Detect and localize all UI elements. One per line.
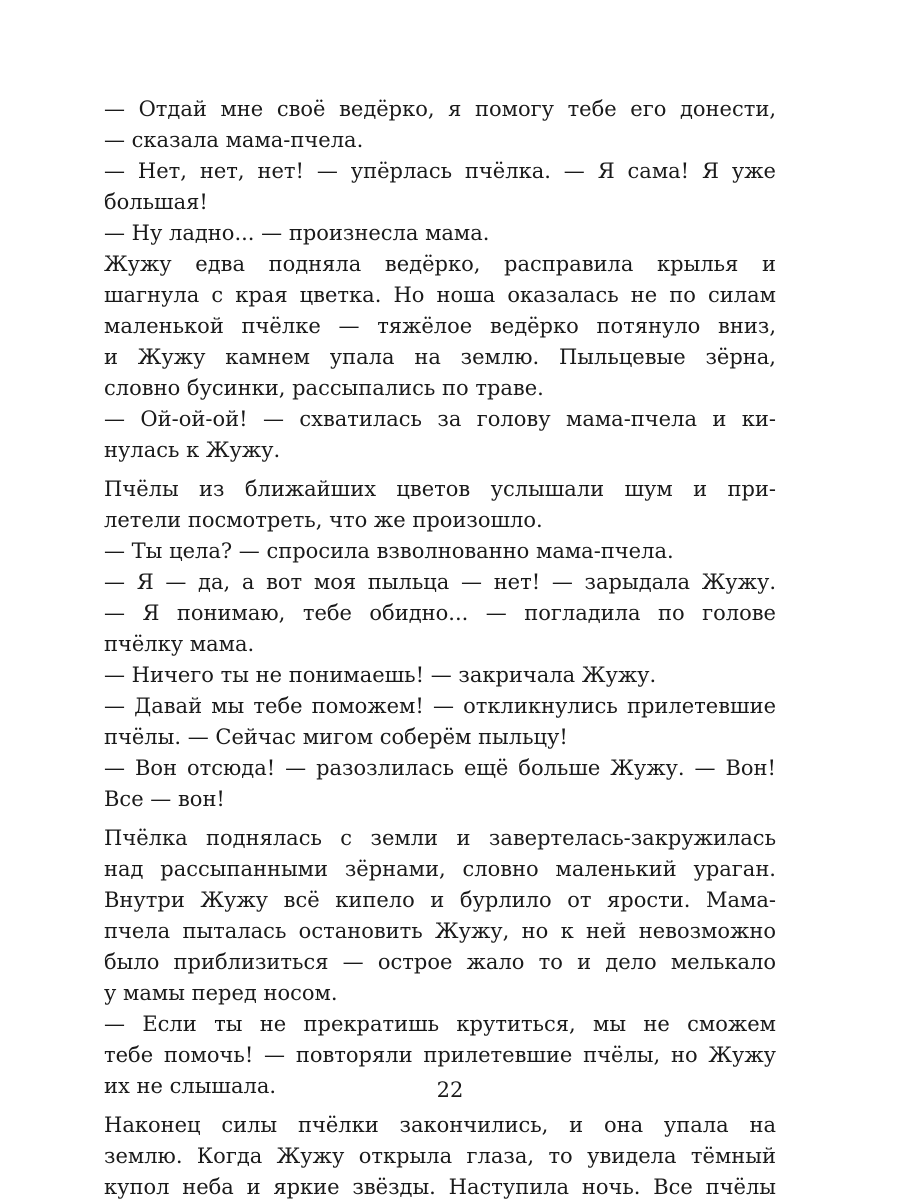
text-line: тебе помочь! — повторяли прилетевшие пчёлы, но Жужу bbox=[104, 1043, 776, 1067]
text-line: шагнула с края цветка. Но ноша оказалась не по силам bbox=[104, 283, 776, 307]
text-line: словно бусинки, рассыпались по траве. bbox=[104, 376, 544, 400]
text-line: — Ты цела? — спросила взволнованно мама-пчела. bbox=[104, 539, 674, 563]
text-line: — Отдай мне своё ведёрко, я помогу тебе его донести, bbox=[104, 97, 776, 121]
text-line: Пчёлы из ближайших цветов услышали шум и при- bbox=[104, 477, 776, 501]
text-line: купол неба и яркие звёзды. Наступила ночь. Все пчёлы bbox=[104, 1175, 776, 1199]
text-line: маленькой пчёлке — тяжёлое ведёрко потянуло вниз, bbox=[104, 314, 776, 338]
text-line: — сказала мама-пчела. bbox=[104, 128, 364, 152]
text-line: у мамы перед носом. bbox=[104, 981, 338, 1005]
text-line: — Я понимаю, тебе обидно... — погладила по голове bbox=[104, 601, 776, 625]
text-line: нулась к Жужу. bbox=[104, 438, 281, 462]
text-line: Жужу едва подняла ведёрко, расправила крылья и bbox=[104, 252, 776, 276]
text-line: над рассыпанными зёрнами, словно маленький ураган. bbox=[104, 857, 776, 881]
text-line: — Ну ладно... — произнесла мама. bbox=[104, 221, 490, 245]
text-line: летели посмотреть, что же произошло. bbox=[104, 508, 543, 532]
text-line: Все — вон! bbox=[104, 787, 225, 811]
text-line: — Ой-ой-ой! — схватилась за голову мама-пчела и ки- bbox=[104, 407, 776, 431]
text-line: Внутри Жужу всё кипело и бурлило от ярости. Мама- bbox=[104, 888, 776, 912]
text-line: пчёлку мама. bbox=[104, 632, 255, 656]
text-line: — Если ты не прекратишь крутиться, мы не сможем bbox=[104, 1012, 776, 1036]
text-line: было приблизиться — острое жало то и дело мелькало bbox=[104, 950, 776, 974]
text-line: и Жужу камнем упала на землю. Пыльцевые зёрна, bbox=[104, 345, 776, 369]
text-line: Наконец силы пчёлки закончились, и она упала на bbox=[104, 1113, 776, 1137]
text-line: большая! bbox=[104, 190, 208, 214]
text-line: пчела пыталась остановить Жужу, но к ней невозможно bbox=[104, 919, 776, 943]
text-line: — Ничего ты не понимаешь! — закричала Жужу. bbox=[104, 663, 657, 687]
text-line: Пчёлка поднялась с земли и завертелась-закружилась bbox=[104, 826, 776, 850]
text-line: — Вон отсюда! — разозлилась ещё больше Жужу. — Вон! bbox=[104, 756, 776, 780]
text-line: — Нет, нет, нет! — упёрлась пчёлка. — Я сама! Я уже bbox=[104, 159, 776, 183]
text-line: землю. Когда Жужу открыла глаза, то увидела тёмный bbox=[104, 1144, 776, 1168]
body-text bbox=[104, 94, 776, 1203]
text-line: пчёлы. — Сейчас мигом соберём пыльцу! bbox=[104, 725, 568, 749]
text-line: их не слышала. bbox=[104, 1074, 277, 1098]
text-line: — Давай мы тебе поможем! — откликнулись прилетевшие bbox=[104, 694, 776, 718]
text-line: — Я — да, а вот моя пыльца — нет! — зарыдала Жужу. bbox=[104, 570, 776, 594]
page-number: 22 bbox=[436, 1078, 464, 1102]
